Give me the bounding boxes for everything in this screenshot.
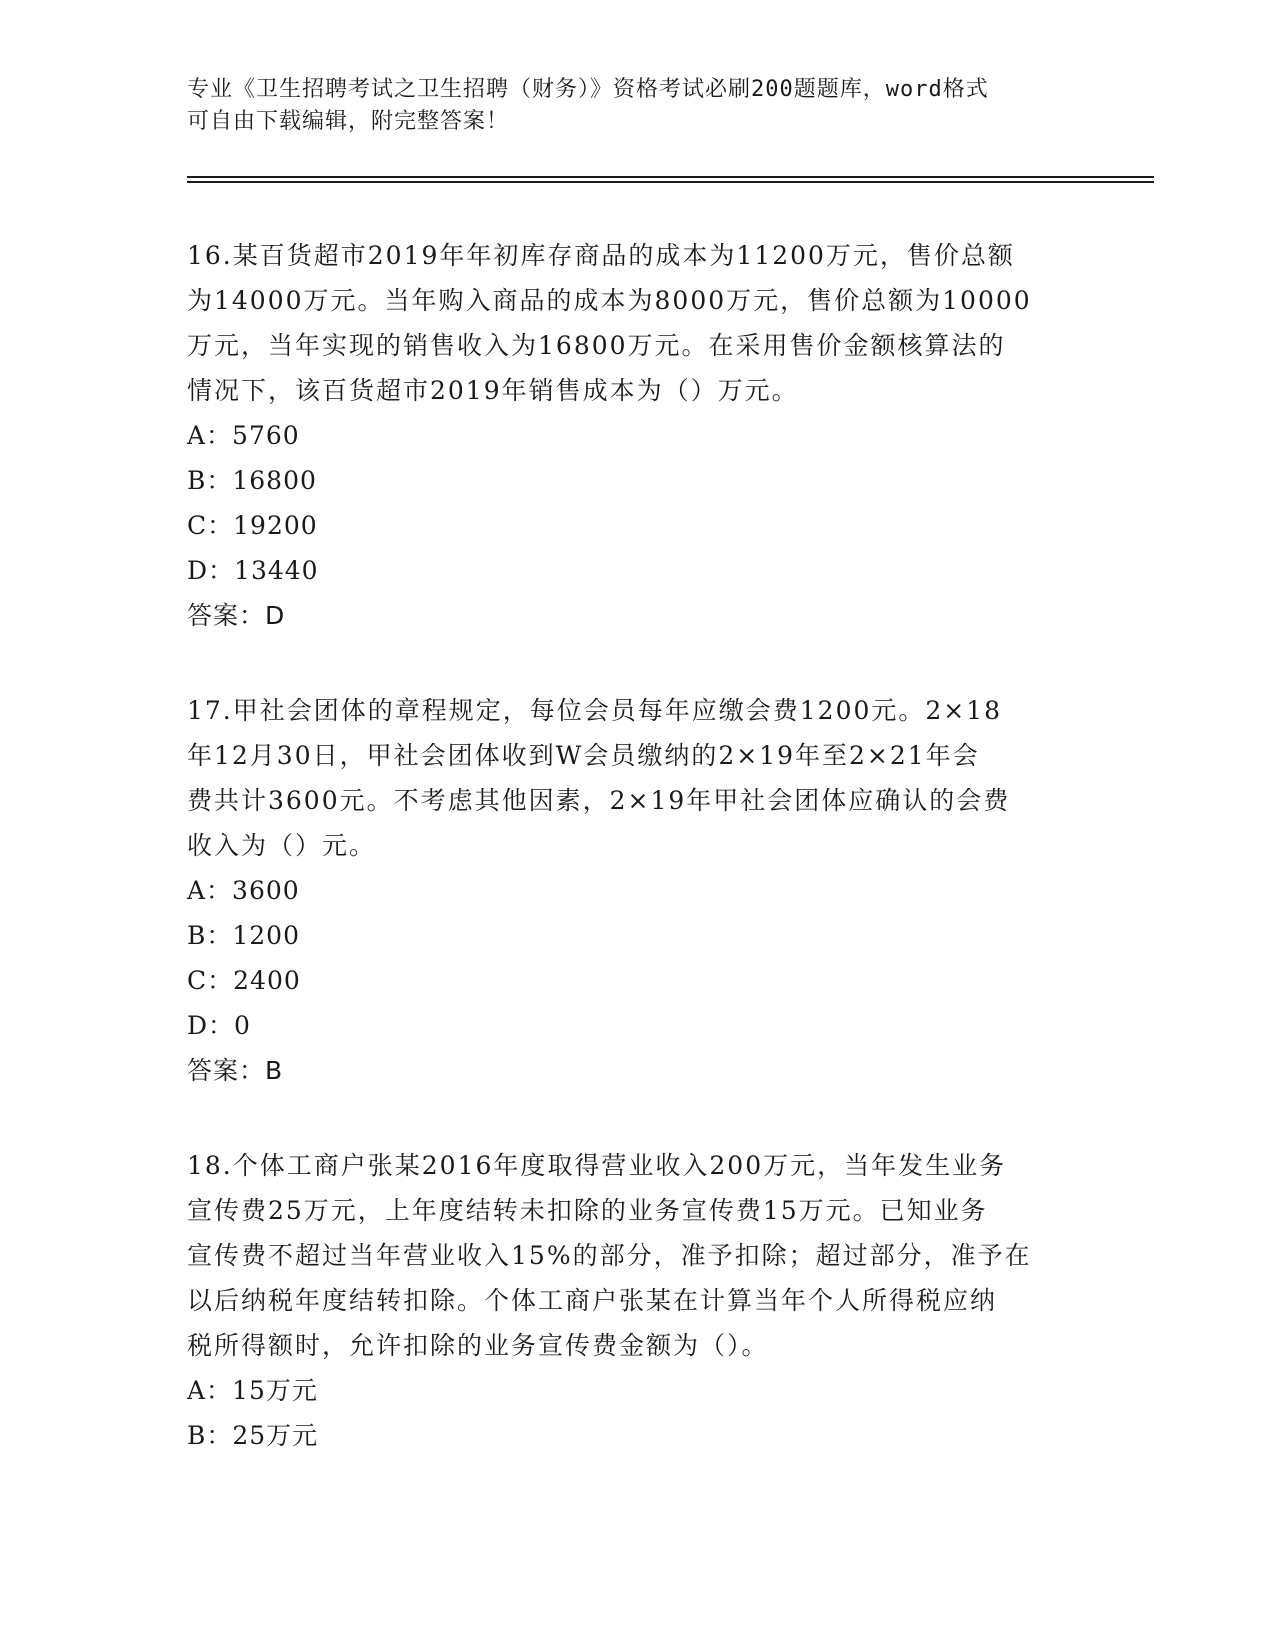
option-a: A：15万元 [187, 1376, 318, 1405]
question-text-line: 税所得额时，允许扣除的业务宣传费金额为（）。 [187, 1331, 769, 1360]
option-c: C：2400 [187, 966, 301, 995]
option-d: D：13440 [187, 556, 319, 585]
question-text-line: 年12月30日，甲社会团体收到W会员缴纳的2×19年至2×21年会 [187, 741, 980, 770]
question-text-line: 16.某百货超市2019年年初库存商品的成本为11200万元，售价总额 [187, 241, 1015, 270]
header-line-2: 可自由下载编辑，附完整答案！ [187, 109, 510, 134]
question-text-line: 收入为（）元。 [187, 831, 377, 860]
option-b: B：25万元 [187, 1421, 319, 1450]
option-a: A：3600 [187, 876, 300, 905]
question-text-line: 情况下，该百货超市2019年销售成本为（）万元。 [187, 376, 799, 405]
answer-line: 答案：D [187, 601, 286, 630]
question-text-line: 为14000万元。当年购入商品的成本为8000万元，售价总额为10000 [187, 286, 1032, 315]
question-text-line: 18.个体工商户张某2016年度取得营业收入200万元，当年发生业务 [187, 1151, 1007, 1180]
question-17 [187, 688, 1087, 1093]
header-line-1: 专业《卫生招聘考试之卫生招聘（财务）》资格考试必刷200题题库，word格式 [187, 77, 989, 102]
question-text-line: 以后纳税年度结转扣除。个体工商户张某在计算当年个人所得税应纳 [187, 1286, 998, 1315]
option-a: A：5760 [187, 421, 300, 450]
document-header [187, 74, 1067, 138]
question-text-line: 宣传费不超过当年营业收入15%的部分，准予扣除；超过部分，准予在 [187, 1241, 1032, 1270]
question-text-line: 17.甲社会团体的章程规定，每位会员每年应缴会费1200元。2×18 [187, 696, 1003, 725]
option-d: D：0 [187, 1011, 251, 1040]
option-b: B：16800 [187, 466, 317, 495]
question-text-line: 费共计3600元。不考虑其他因素，2×19年甲社会团体应确认的会费 [187, 786, 1011, 815]
option-c: C：19200 [187, 511, 318, 540]
option-b: B：1200 [187, 921, 300, 950]
question-16 [187, 233, 1087, 638]
header-divider-bottom [187, 181, 1154, 183]
header-divider-top [187, 176, 1154, 178]
question-18 [187, 1143, 1087, 1458]
question-text-line: 宣传费25万元，上年度结转未扣除的业务宣传费15万元。已知业务 [187, 1196, 988, 1225]
question-text-line: 万元，当年实现的销售收入为16800万元。在采用售价金额核算法的 [187, 331, 1006, 360]
answer-line: 答案：B [187, 1056, 284, 1085]
